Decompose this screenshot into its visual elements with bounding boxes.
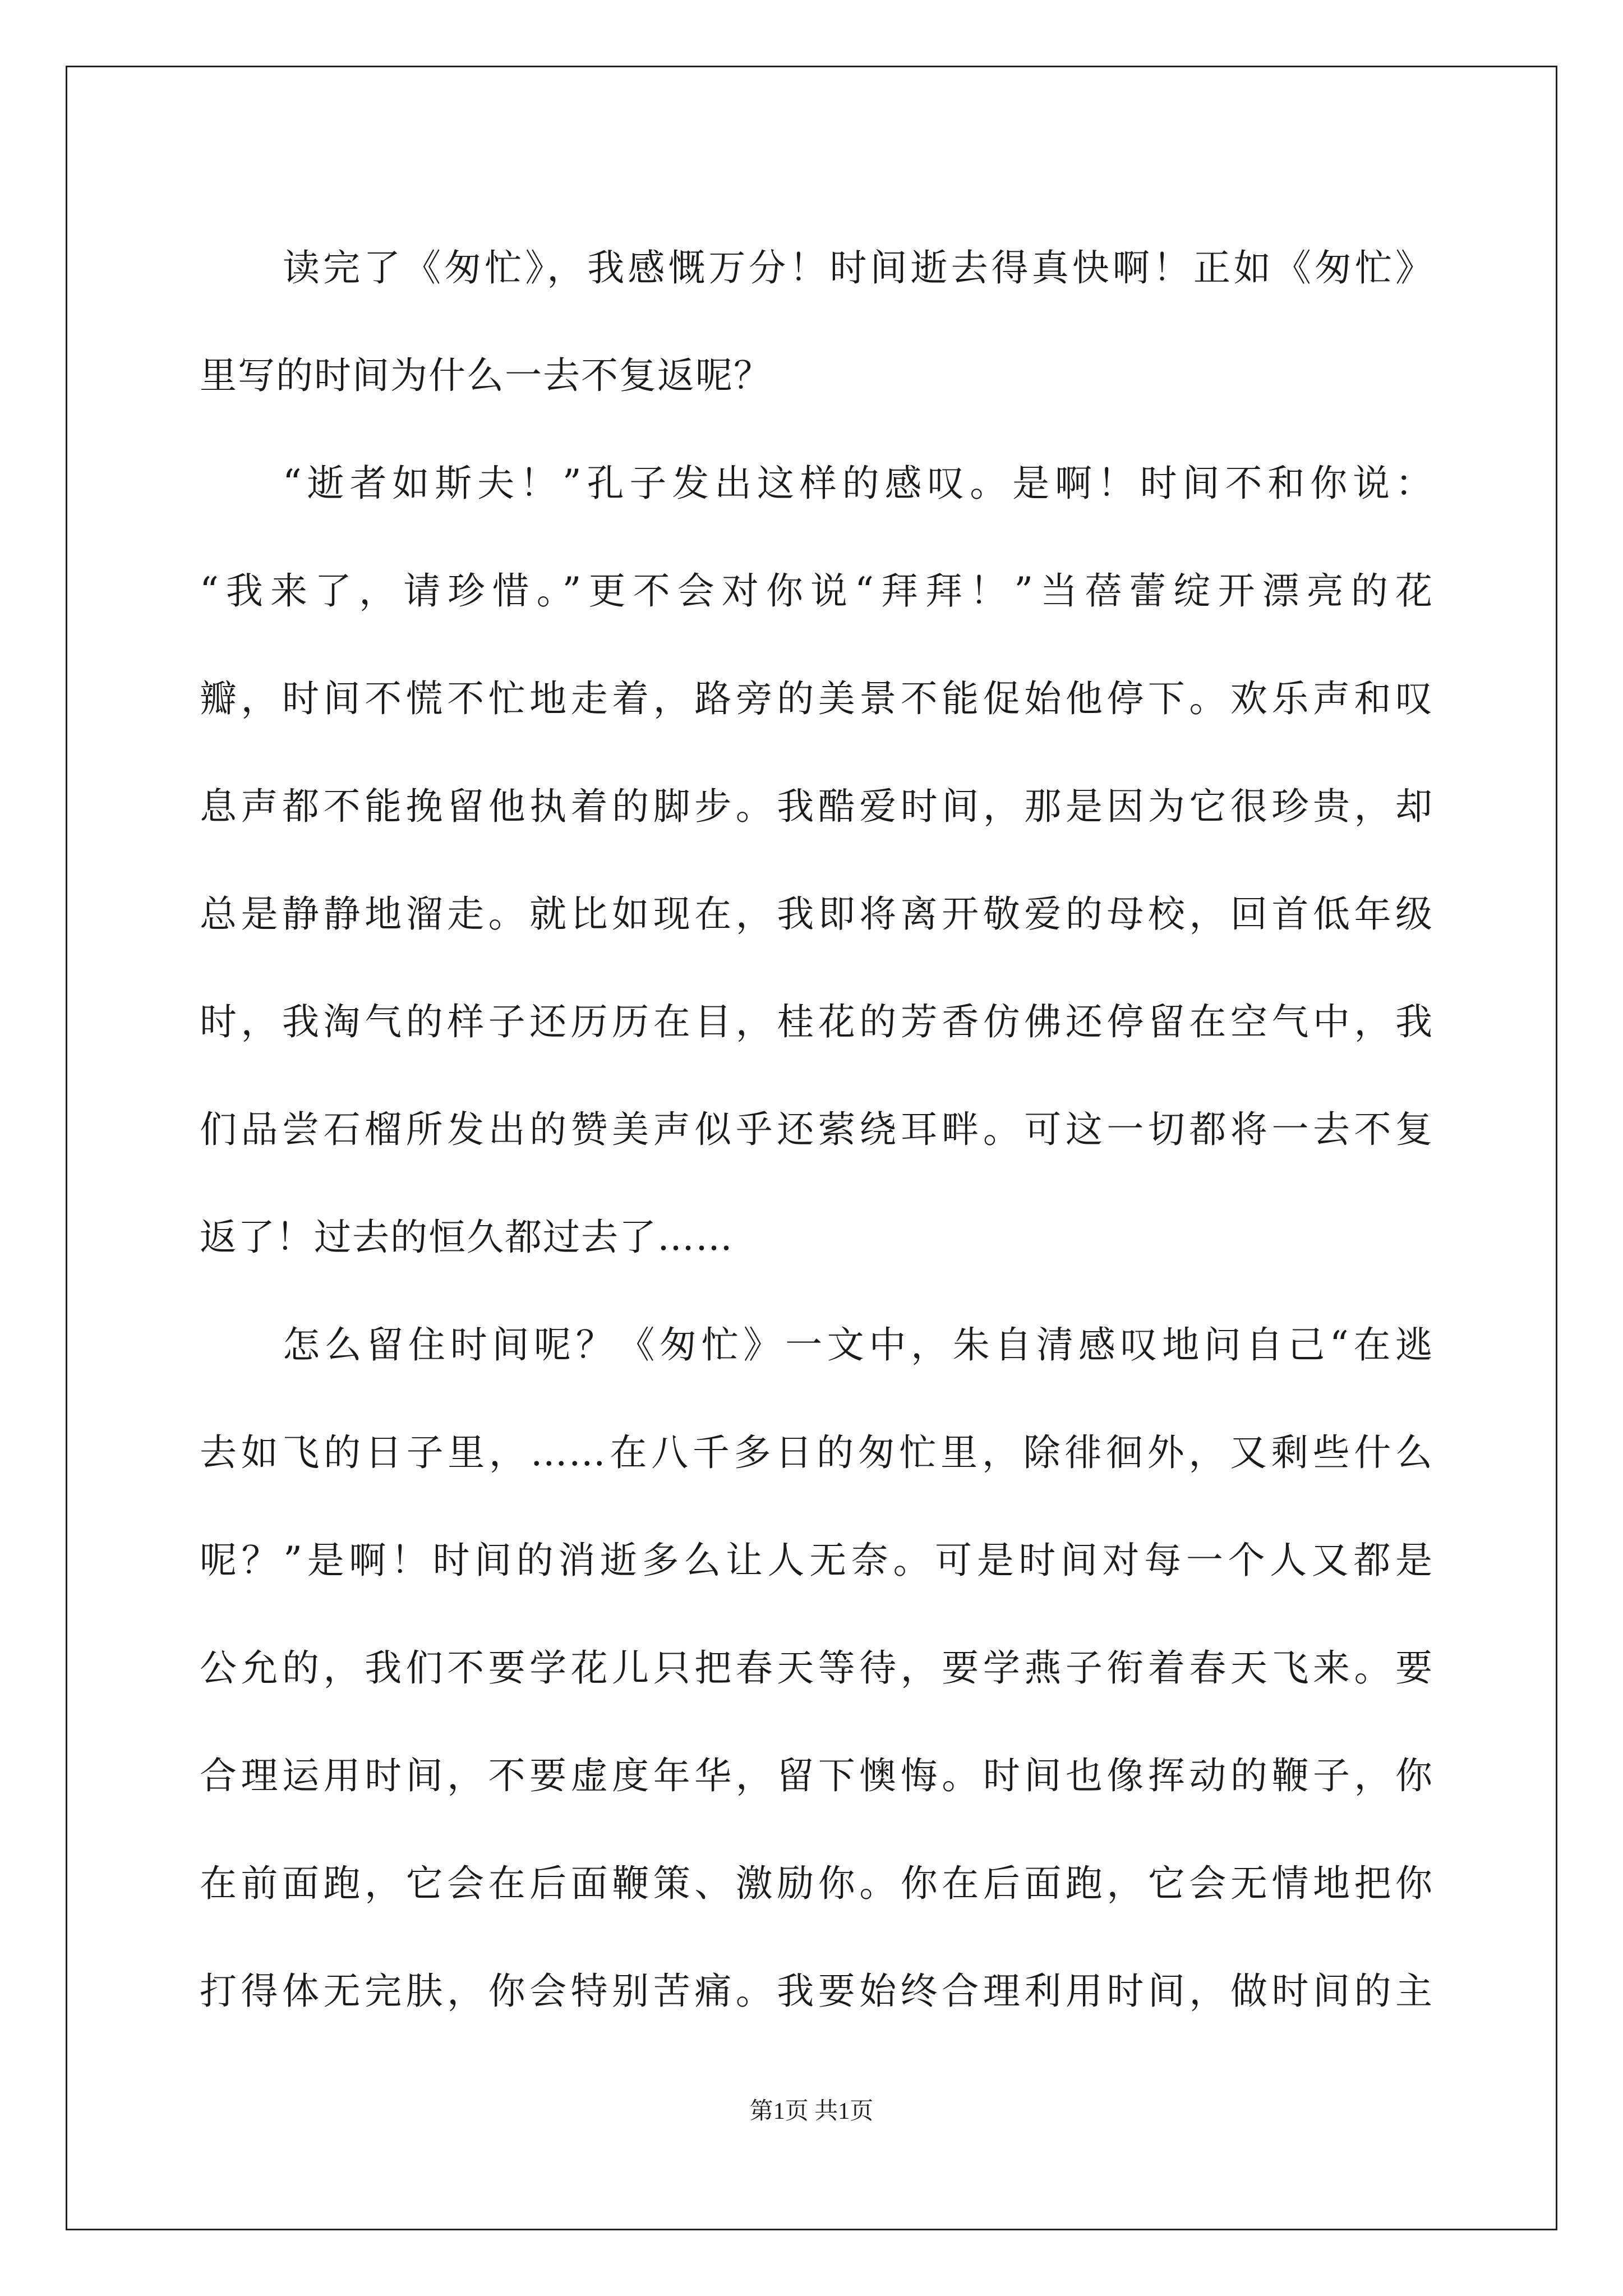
page-number-info: 第1页 共1页 <box>749 2099 874 2124</box>
paragraph-3-line-4: 公允的，我们不要学花儿只把春天等待，要学燕子衔着春天飞来。要 <box>200 1646 1433 1690</box>
paragraph-3-line-1: 怎么留住时间呢？《匆忙》一文中，朱自清感叹地问自己“在逃 <box>283 1323 1433 1366</box>
paragraph-3-line-5: 合理运用时间，不要虚度年华，留下懊悔。时间也像挥动的鞭子，你 <box>200 1754 1433 1797</box>
paragraph-3-line-7: 打得体无完肤，你会特别苦痛。我要始终合理利用时间，做时间的主 <box>200 1970 1433 2013</box>
page-footer <box>0 2092 1623 2126</box>
paragraph-2-line-5: 总是静静地溜走。就比如现在，我即将离开敬爱的母校，回首低年级 <box>200 892 1433 936</box>
paragraph-2-line-4: 息声都不能挽留他执着的脚步。我酷爱时间，那是因为它很珍贵，却 <box>200 785 1433 828</box>
paragraph-2-line-3: 瓣，时间不慌不忙地走着，路旁的美景不能促始他停下。欢乐声和叹 <box>200 677 1433 720</box>
paragraph-1-line-2: 里写的时间为什么一去不复返呢？ <box>200 354 772 397</box>
paragraph-2-line-2: “我来了，请珍惜。”更不会对你说“拜拜！”当蓓蕾绽开漂亮的花 <box>200 569 1433 613</box>
paragraph-3-line-2: 去如飞的日子里，……在八千多日的匆忙里，除徘徊外，又剩些什么 <box>200 1431 1433 1474</box>
paragraph-3-line-3: 呢？”是啊！时间的消逝多么让人无奈。可是时间对每一个人又都是 <box>200 1539 1433 1582</box>
paragraph-2-line-1: “逝者如斯夫！”孔子发出这样的感叹。是啊！时间不和你说： <box>283 462 1433 505</box>
paragraph-2-line-6: 时，我淘气的样子还历历在目，桂花的芳香仿佛还停留在空气中，我 <box>200 1000 1433 1043</box>
paragraph-3-line-6: 在前面跑，它会在后面鞭策、激励你。你在后面跑，它会无情地把你 <box>200 1862 1433 1905</box>
paragraph-2-line-8: 返了！过去的恒久都过去了…… <box>200 1216 734 1259</box>
paragraph-1-line-1: 读完了《匆忙》，我感慨万分！时间逝去得真快啊！正如《匆忙》 <box>283 246 1433 289</box>
paragraph-2-line-7: 们品尝石榴所发出的赞美声似乎还萦绕耳畔。可这一切都将一去不复 <box>200 1108 1433 1151</box>
document-body <box>200 214 1433 2045</box>
